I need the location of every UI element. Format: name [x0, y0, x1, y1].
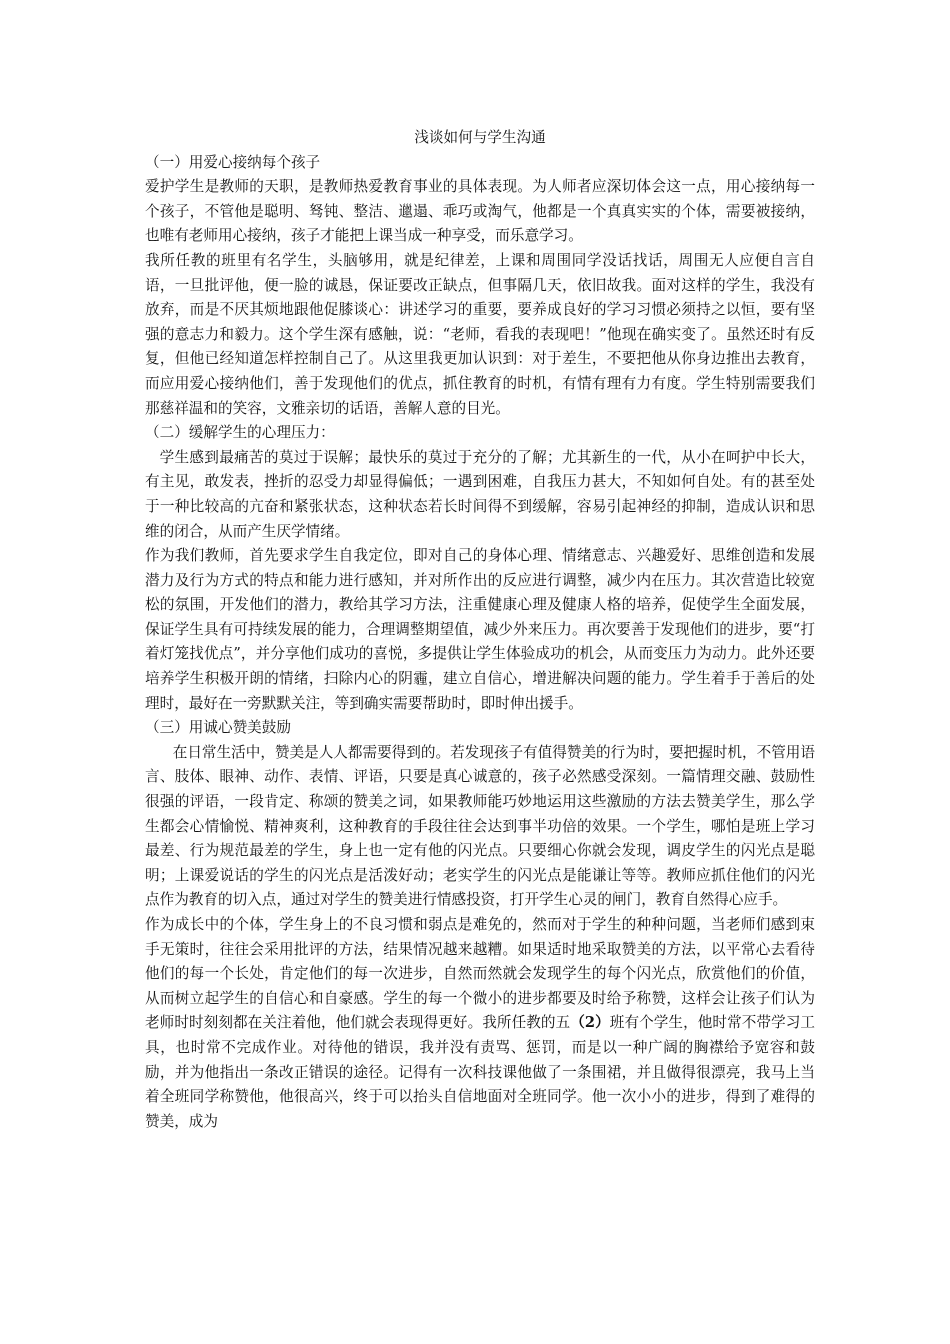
- section-heading-1: （一）用爱心接纳每个孩子: [145, 153, 321, 171]
- section-3-paragraph-2-part-b: 班有个学生，他时常不带学习工具，也时常不完成作业。对待他的错误，我并没有责骂、惩罚，而是以一种广阔的胸襟给予宽容和鼓励，并为他指出一条改正错误的途径。记得有一次科技课他做了一条围裙，并且做得很漂亮，我马上当着全班同学称赞他，他很高兴，终于可以抬头自信地面对全班同学。他一次小小的进步，得到了难得的赞美，成为: [145, 1014, 815, 1130]
- section-2-paragraph-1: 学生感到最痛苦的莫过于误解；最快乐的莫过于充分的了解；尤其新生的一代，从小在呵护中长大，有主见，敢发表，挫折的忍受力却显得偏低；一遇到困难，自我压力甚大，不知如何自处。有的甚至处于一种比较高的亢奋和紧张状态，这种状态若长时间得不到缓解，容易引起神经的抑制，造成认识和思维的闭合，从而产生厌学情绪。: [145, 448, 815, 540]
- document-title: 浅谈如何与学生沟通: [414, 129, 546, 146]
- section-1-paragraph-1: 爱护学生是教师的天职，是教师热爱教育事业的具体表现。为人师者应深切体会这一点，用心接纳每一个孩子，不管他是聪明、驽钝、整洁、邋遢、乖巧或淘气，他都是一个真真实实的个体，需要被接纳，也唯有老师用心接纳，孩子才能把上课当成一种享受，而乐意学习。: [145, 178, 815, 245]
- section-heading-2: （二）缓解学生的心理压力：: [145, 424, 335, 442]
- section-heading-3: （三）用诚心赞美鼓励: [145, 719, 291, 737]
- section-3-paragraph-2: [145, 913, 815, 1134]
- section-3-paragraph-2-part-a: 作为成长中的个体，学生身上的不良习惯和弱点是难免的，然而对于学生的种种问题，当老师们感到束手无策时，往往会采用批评的方法，结果情况越来越糟。如果适时地采取赞美的方法，以平常心去看待他们的每一个长处，肯定他们的每一次进步，自然而然就会发现学生的每个闪光点，欣赏他们的价值，从而树立起学生的自信心和自豪感。学生的每一个微小的进步都要及时给予称赞，这样会让孩子们认为老师时时刻刻都在关注着他，他们就会表现得更好。我所任教的五: [145, 916, 815, 1032]
- class-number: （2）: [570, 1014, 610, 1032]
- section-1-paragraph-2: 我所任教的班里有名学生，头脑够用，就是纪律差，上课和周围同学没话找话，周围无人应便自言自语，一旦批评他，便一脸的诚恳，保证要改正缺点，但事隔几天，依旧故我。面对这样的学生，我没有放弃，而是不厌其烦地跟他促膝谈心：讲述学习的重要，要养成良好的学习习惯必须持之以恒，要有坚强的意志力和毅力。这个学生深有感触，说：“老师，看我的表现吧！”他现在确实变了。虽然还时有反复，但他已经知道怎样控制自己了。从这里我更加认识到：对于差生，不要把他从你身边推出去教育，而应用爱心接纳他们，善于发现他们的优点，抓住教育的时机，有情有理有力有度。学生特别需要我们那慈祥温和的笑容，文雅亲切的话语，善解人意的目光。: [145, 251, 815, 417]
- section-3-paragraph-1: 在日常生活中，赞美是人人都需要得到的。若发现孩子有值得赞美的行为时，要把握时机，不管用语言、肢体、眼神、动作、表情、评语，只要是真心诚意的，孩子必然感受深刻。一篇情理交融、鼓励性很强的评语，一段肯定、称颂的赞美之词，如果教师能巧妙地运用这些激励的方法去赞美学生，那么学生都会心情愉悦、精神爽利，这种教育的手段往往会达到事半功倍的效果。一个学生，哪怕是班上学习最差、行为规范最差的学生，身上也一定有他的闪光点。只要细心你就会发现，调皮学生的闪光点是聪明；上课爱说话的学生的闪光点是活泼好动；老实学生的闪光点是能谦让等等。教师应抓住他们的闪光点作为教育的切入点，通过对学生的赞美进行情感投资，打开学生心灵的闸门，教育自然得心应手。: [145, 743, 815, 909]
- document-page: [145, 126, 815, 1134]
- section-2-paragraph-2: 作为我们教师，首先要求学生自我定位，即对自己的身体心理、情绪意志、兴趣爱好、思维创造和发展潜力及行为方式的特点和能力进行感知，并对所作出的反应进行调整，减少内在压力。其次营造比较宽松的氛围，开发他们的潜力，教给其学习方法，注重健康心理及健康人格的培养，促使学生全面发展，保证学生具有可持续发展的能力，合理调整期望值，减少外来压力。再次要善于发现他们的进步，要“打着灯笼找优点”，并分享他们成功的喜悦，多提供让学生体验成功的机会，从而变压力为动力。此外还要培养学生积极开朗的情绪，扫除内心的阴霾，建立自信心，增进解决问题的能力。学生着手于善后的处理时，最好在一旁默默关注，等到确实需要帮助时，即时伸出援手。: [145, 547, 815, 712]
